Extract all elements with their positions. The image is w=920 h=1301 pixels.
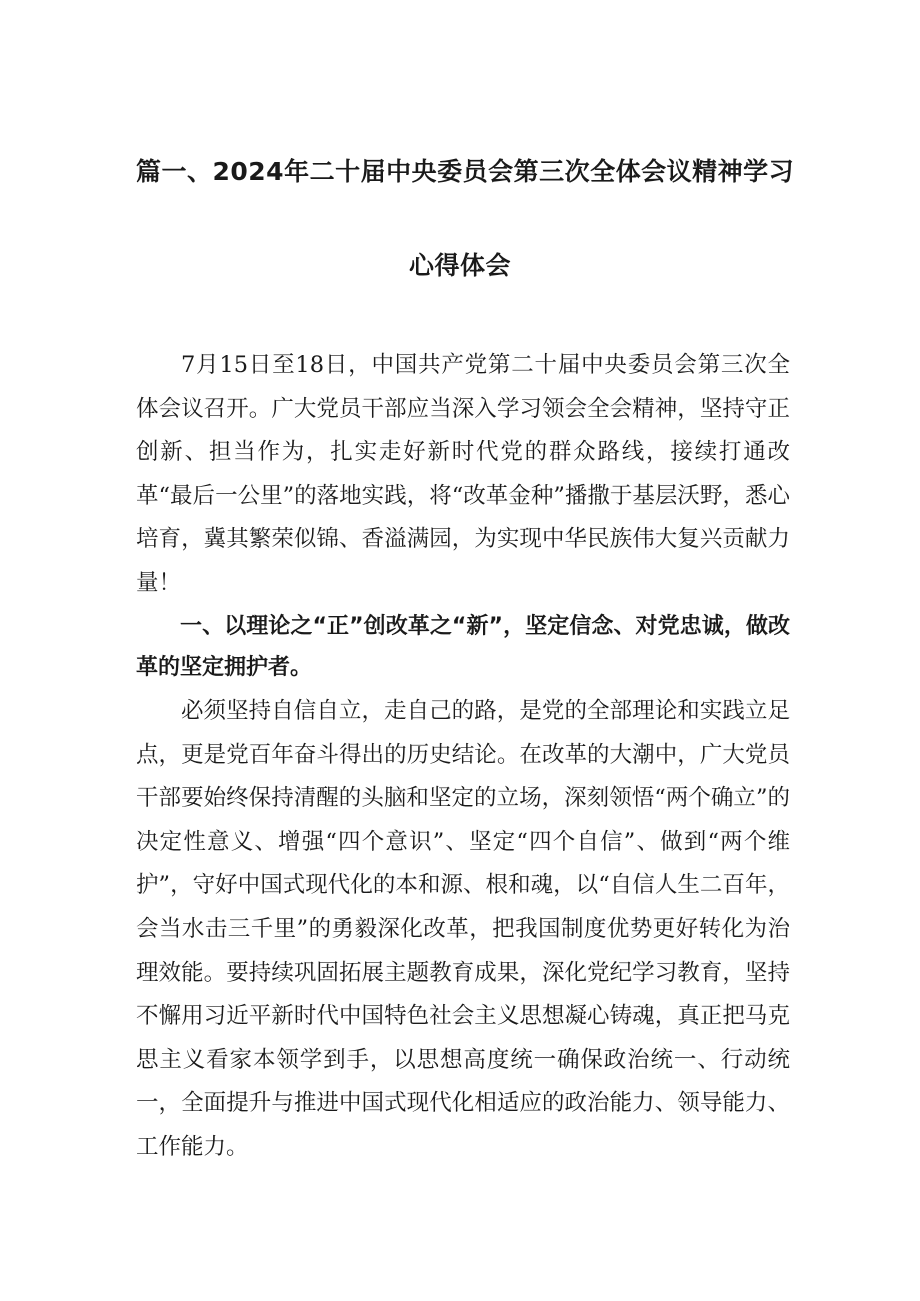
document-title-line1: 篇一、2024年二十届中央委员会第三次全体会议精神学习	[136, 157, 795, 186]
intro-paragraph: 7月15日至18日，中国共产党第二十届中央委员会第三次全体会议召开。广大党员干部应当深入学习领会全会精神，坚持守正创新、担当作为，扎实走好新时代党的群众路线，接续打通改革“最后一公里”的落地实践，将“改革金种”播撒于基层沃野，悉心培育，冀其繁荣似锦、香溢满园，为实现中华民族伟大复兴贡献力量！	[136, 352, 790, 596]
section-heading-1: 一、以理论之“正”创改革之“新”，坚定信念、对党忠诚，做改革的坚定拥护者。	[136, 614, 790, 680]
document-title-line2: 心得体会	[408, 251, 511, 280]
section-paragraph-1: 必须坚持自信自立，走自己的路，是党的全部理论和实践立足点，更是党百年奋斗得出的历史结论。在改革的大潮中，广大党员干部要始终保持清醒的头脑和坚定的立场，深刻领悟“两个确立”的决定性意义、增强“四个意识”、坚定“四个自信”、做到“两个维护”，守好中国式现代化的本和源、根和魂，以“自信人生二百年，会当水击三千里”的勇毅深化改革，把我国制度优势更好转化为治理效能。要持续巩固拓展主题教育成果，深化党纪学习教育，坚持不懈用习近平新时代中国特色社会主义思想凝心铸魂，真正把马克思主义看家本领学到手，以思想高度统一确保政治统一、行动统一，全面提升与推进中国式现代化相适应的政治能力、领导能力、工作能力。	[136, 698, 790, 1160]
